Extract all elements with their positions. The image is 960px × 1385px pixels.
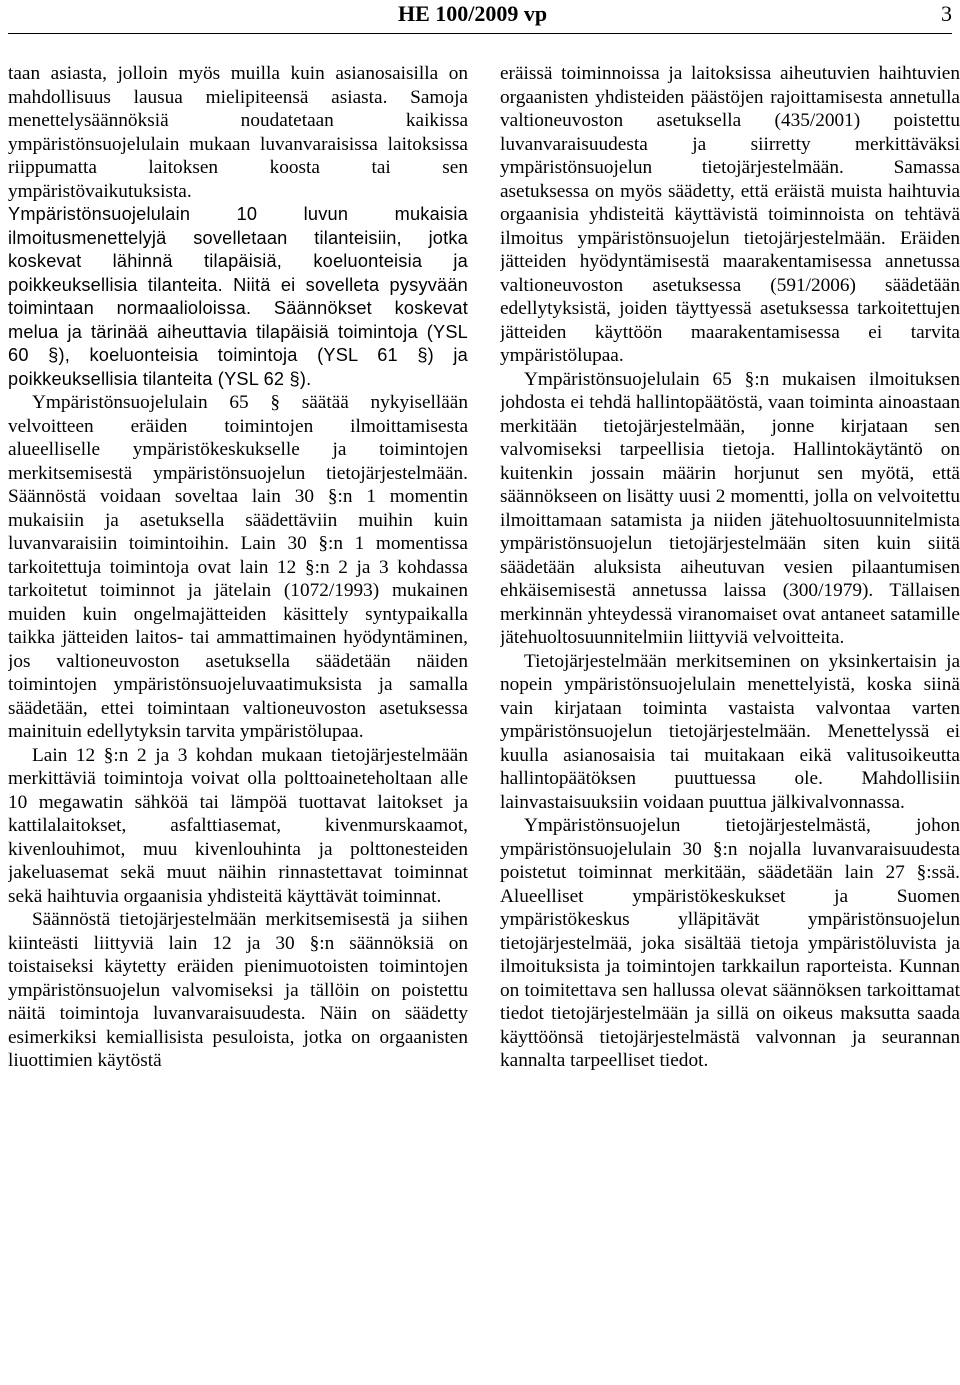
header-rule (8, 33, 952, 34)
document-id: HE 100/2009 vp (398, 1, 548, 26)
running-header (8, 0, 952, 34)
right-column (500, 62, 960, 1382)
paragraph: Ympäristönsuojelulain 10 luvun mukaisia ilmoitusmenettelyjä sovelletaan tilanteisiin, jotka koskevat lähinnä tilapäisiä, koeluonteisia ja poikkeuksellisia tilanteita. Niitä ei sovelleta pysyvään toimintaan normaalioloissa. Säännökset koskevat melua ja tärinää aiheuttavia tilapäisiä toimintoja (YSL 60 §), koeluonteisia toimintoja (YSL 61 §) ja poikkeuksellisia tilanteita (YSL 62 §). (8, 204, 468, 389)
paragraph: Ympäristönsuojelulain 65 §:n mukaisen ilmoituksen johdosta ei tehdä hallintopäätöstä, vaan toiminta ainoastaan merkitään tietojärjestelmään, jonne kirjataan sen valvomiseksi tarpeellisia tietoja. Hallintokäytäntö on kuitenkin jossain määrin horjunut sen myötä, että säännökseen on lisätty uusi 2 momentti, jolla on velvoitettu ilmoittamaan satamista ja niiden jätehuoltosuunnitelmista ympäristönsuojelun tietojärjestelmään siten kuin siitä säädetään aluksista aiheutuvan vesien pilaantumisen ehkäisemisestä annetussa laissa (300/1979). Tällaisen merkinnän yhteydessä viranomaiset ovat antaneet satamille jätehuoltosuunnitelmiin liittyviä velvoitteita. (500, 368, 960, 648)
left-column (8, 62, 468, 1382)
paragraph: eräissä toiminnoissa ja laitoksissa aiheutuvien haihtuvien orgaanisten yhdisteiden päästöjen rajoittamisesta annetulla valtioneuvoston asetuksella (435/2001) poistettu luvanvaraisuudesta ja siirretty merkittäväksi ympäristönsuojelun tietojärjestelmään. Samassa asetuksessa on myös säädetty, että eräistä muista haihtuvia orgaanisia yhdisteitä käyttävistä toiminnoista on tehtävä ilmoitus ympäristönsuojelun tietojärjestelmään. Eräiden jätteiden hyödyntämisestä maarakentamisessa annetussa valtioneuvoston asetuksessa (591/2006) säädetään edellytyksistä, joiden täyttyessä asetuksessa tarkoitettujen jätteiden käyttöön maarakentamisessa ei tarvita ympäristölupaa. (500, 63, 960, 366)
paragraph: Lain 12 §:n 2 ja 3 kohdan mukaan tietojärjestelmään merkittäviä toimintoja voivat olla polttoaineteholtaan alle 10 megawatin sähköä tai lämpöä tuottavat laitokset ja kattilalaitokset, asfalttiasemat, kivenmurskaamot, kivenlouhimot, muu kivenlouhinta ja polttonesteiden jakeluasemat sekä muut näihin rinnastettavat toiminnat sekä haihtuvia orgaanisia yhdisteitä käyttävät toiminnat. (8, 744, 468, 907)
paragraph: Säännöstä tietojärjestelmään merkitsemisestä ja siihen kiinteästi liittyviä lain 12 ja 30 §:n säännöksiä on toistaiseksi käytetty eräiden pienimuotoisten toimintojen ympäristönsuojelun valvomiseksi ja tällöin on poistettu näitä toimintoja luvanvaraisuudesta. Näin on säädetty esimerkiksi kemiallisista pesuloista, jotka on orgaanisten liuottimien käytöstä (8, 909, 468, 1071)
paragraph: taan asiasta, jolloin myös muilla kuin asianosaisilla on mahdollisuus lausua mielipiteensä asiasta. Samoja menettelysäännöksiä noudatetaan kaikissa ympäristönsuojelulain mukaan luvanvaraisissa laitoksissa riippumatta laitoksen koosta tai sen ympäristövaikutuksista. (8, 63, 468, 202)
paragraph: Ympäristönsuojelulain 65 § säätää nykyisellään velvoitteen eräiden toimintojen ilmoittamisesta alueelliselle ympäristökeskukselle ja toimintojen merkitsemisestä ympäristönsuojelun tietojärjestelmään. Säännöstä voidaan soveltaa lain 30 §:n 1 momentin mukaisiin ja asetuksella säädettäviin muihin kuin luvanvaraisiin toimintoihin. Lain 30 §:n 1 momentissa tarkoitettuja toimintoja ovat lain 12 §:n 2 ja 3 kohdassa tarkoitetut toiminnot ja jätelain (1072/1993) mukainen muiden kuin ongelmajätteiden käsittely syntypaikalla taikka jätteiden laitos- tai ammattimainen hyödyntäminen, jos valtioneuvoston asetuksella säädetään näiden toimintojen ympäristönsuojeluvaatimuksista ja samalla säädetään, ettei toimintaan valtioneuvoston asetuksessa mainituin edellytyksin tarvita ympäristölupaa. (8, 392, 468, 742)
paragraph: Ympäristönsuojelun tietojärjestelmästä, johon ympäristönsuojelulain 30 §:n nojalla luvanvaraisuudesta poistetut toiminnat merkitään, säädetään lain 27 §:ssä. Alueelliset ympäristökeskukset ja Suomen ympäristökeskus ylläpitävät ympäristönsuojelun tietojärjestelmää, joka sisältää tietoja ympäristöluvista ja ilmoituksista ja toimintojen tarkkailun raporteista. Kunnan on toimitettava sen hallussa olevat säännöksen tarkoittamat tiedot tietojärjestelmään ja sillä on oikeus maksutta saada käyttöönsä tietojärjestelmästä valvonnan ja seurannan kannalta tarpeelliset tiedot. (500, 815, 960, 1071)
paragraph: Tietojärjestelmään merkitseminen on yksinkertaisin ja nopein ympäristönsuojelulain menettelyistä, koska siinä vain kirjataan toiminta vastaista valvontaa varten ympäristönsuojelun tietojärjestelmään. Menettelyssä ei kuulla asianosaisia tai muitakaan eikä valitusoikeutta hallintopäätöksen puuttuessa ole. Mahdollisiin lainvastaisuuksiin voidaan puuttua jälkivalvonnassa. (500, 650, 960, 813)
page-number: 3 (941, 1, 952, 26)
